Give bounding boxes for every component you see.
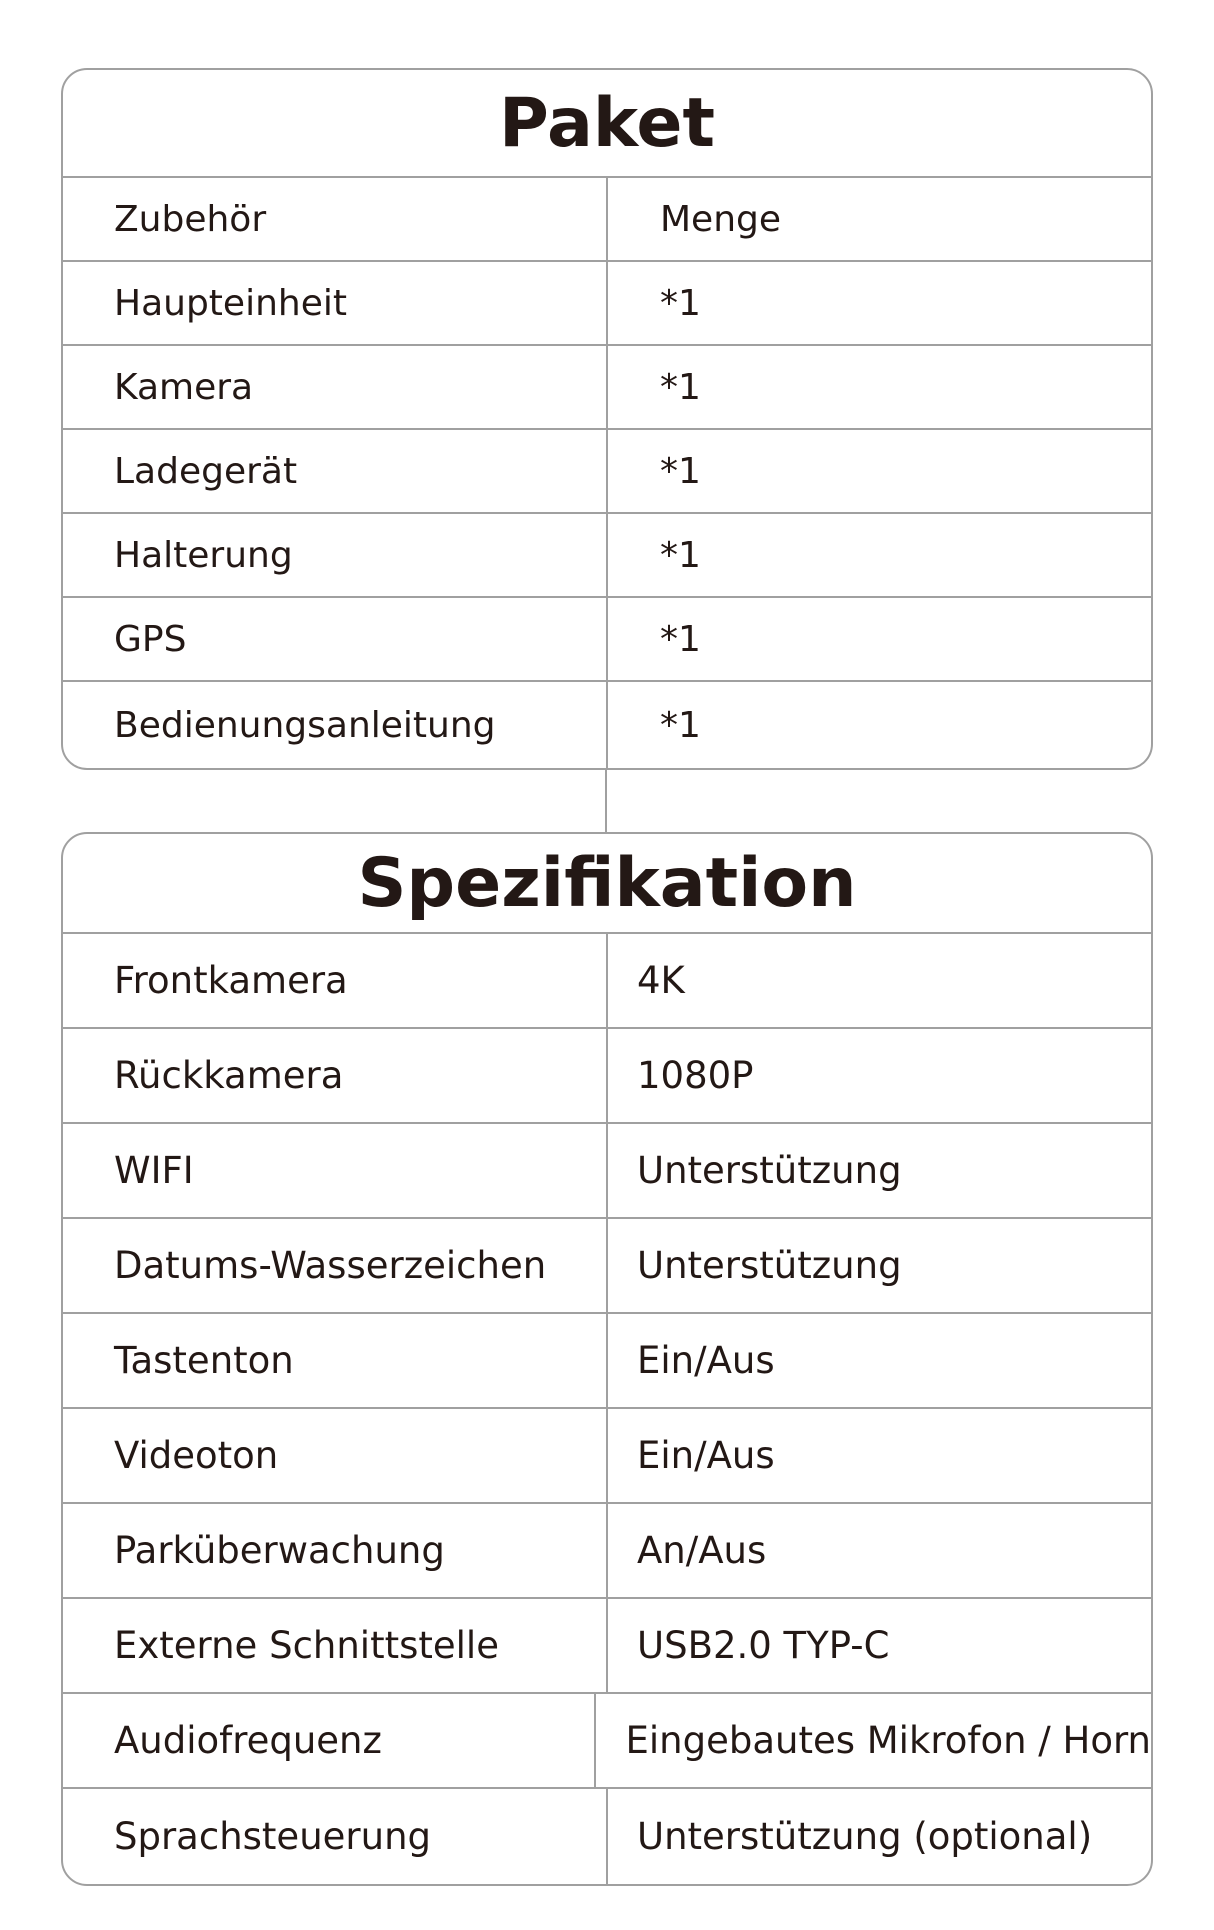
package-header-accessory: Zubehör xyxy=(63,178,608,260)
spec-row xyxy=(63,934,1151,1029)
package-header-row xyxy=(63,178,1151,262)
package-table xyxy=(61,68,1153,770)
package-row xyxy=(63,682,1151,768)
specification-table xyxy=(61,832,1153,1886)
spec-label: Externe Schnittstelle xyxy=(63,1599,608,1692)
package-item-quantity: *1 xyxy=(660,282,701,324)
spec-label: Audiofrequenz xyxy=(63,1694,596,1787)
spec-value: An/Aus xyxy=(637,1529,767,1572)
spec-value: Ein/Aus xyxy=(637,1339,775,1382)
package-title: Paket xyxy=(63,70,1151,178)
spec-value: USB2.0 TYP-C xyxy=(637,1624,890,1667)
package-item-quantity: *1 xyxy=(660,534,701,576)
spec-value: Unterstützung xyxy=(637,1149,902,1192)
spec-value: Unterstützung (optional) xyxy=(637,1815,1093,1858)
package-item-name: Haupteinheit xyxy=(63,262,608,344)
spec-row xyxy=(63,1409,1151,1504)
spec-label: Sprachsteuerung xyxy=(63,1789,608,1884)
package-item-quantity: *1 xyxy=(660,704,701,746)
package-row xyxy=(63,346,1151,430)
package-item-quantity: *1 xyxy=(660,366,701,408)
spec-value: Ein/Aus xyxy=(637,1434,775,1477)
package-item-name: Ladegerät xyxy=(63,430,608,512)
spec-label: Frontkamera xyxy=(63,934,608,1027)
spec-value: 1080P xyxy=(637,1054,754,1097)
spec-row xyxy=(63,1599,1151,1694)
package-item-name: Bedienungsanleitung xyxy=(63,682,608,768)
spec-row xyxy=(63,1219,1151,1314)
specification-title: Spezifikation xyxy=(63,834,1151,934)
package-row xyxy=(63,262,1151,346)
spec-label: Rückkamera xyxy=(63,1029,608,1122)
spec-row xyxy=(63,1694,1151,1789)
package-header-quantity: Menge xyxy=(660,198,782,240)
spec-label: Parküberwachung xyxy=(63,1504,608,1597)
package-item-name: GPS xyxy=(63,598,608,680)
spec-row xyxy=(63,1029,1151,1124)
package-row xyxy=(63,598,1151,682)
spec-value: 4K xyxy=(637,959,685,1002)
package-item-quantity: *1 xyxy=(660,450,701,492)
spec-row xyxy=(63,1789,1151,1884)
spec-row xyxy=(63,1314,1151,1409)
spec-label: Videoton xyxy=(63,1409,608,1502)
table-connector-line xyxy=(605,768,607,834)
package-row xyxy=(63,514,1151,598)
package-item-quantity: *1 xyxy=(660,618,701,660)
package-item-name: Kamera xyxy=(63,346,608,428)
spec-value: Eingebautes Mikrofon / Horn xyxy=(625,1719,1151,1762)
spec-label: Datums-Wasserzeichen xyxy=(63,1219,608,1312)
spec-label: Tastenton xyxy=(63,1314,608,1407)
spec-row xyxy=(63,1504,1151,1599)
package-item-name: Halterung xyxy=(63,514,608,596)
spec-label: WIFI xyxy=(63,1124,608,1217)
spec-value: Unterstützung xyxy=(637,1244,902,1287)
spec-row xyxy=(63,1124,1151,1219)
package-row xyxy=(63,430,1151,514)
